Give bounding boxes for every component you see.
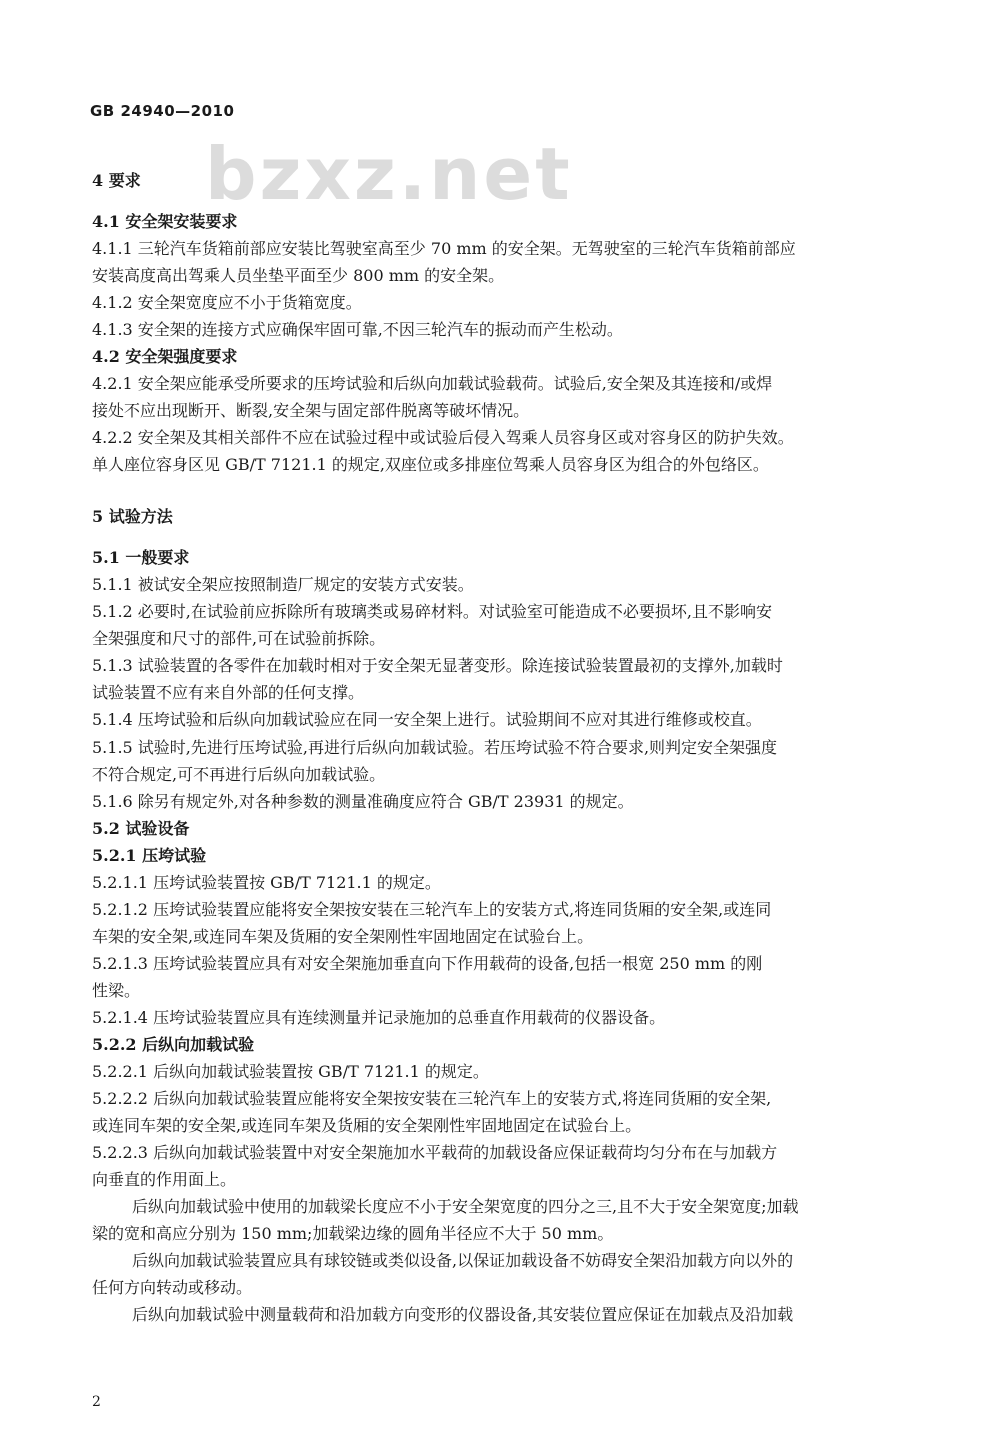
section-heading: 4 要求	[92, 171, 141, 190]
paragraph-line: 后纵向加载试验中使用的加载梁长度应不小于安全架宽度的四分之三,且不大于安全架宽度;加载	[132, 1197, 799, 1216]
paragraph-line: 5.2.2.3 后纵向加载试验装置中对安全架施加水平载荷的加载设备应保证载荷均匀分布在与加载方	[92, 1143, 778, 1162]
paragraph-line: 后纵向加载试验装置应具有球铰链或类似设备,以保证加载设备不妨碍安全架沿加载方向以外的	[132, 1251, 794, 1270]
paragraph-line: 向垂直的作用面上。	[92, 1170, 237, 1189]
paragraph-line: 试验装置不应有来自外部的任何支撑。	[92, 683, 365, 702]
paragraph-line: 4.1.1 三轮汽车货箱前部应安装比驾驶室高至少 70 mm 的安全架。无驾驶室的三轮汽车货箱前部应	[92, 239, 796, 258]
paragraph-line: 5.2.1.3 压垮试验装置应具有对安全架施加垂直向下作用载荷的设备,包括一根宽 250 mm 的刚	[92, 954, 763, 973]
paragraph-line: 梁的宽和高应分别为 150 mm;加载梁边缘的圆角半径应不大于 50 mm。	[92, 1224, 614, 1243]
paragraph-line: 不符合规定,可不再进行后纵向加载试验。	[92, 765, 386, 784]
watermark: bzxz.net	[205, 132, 573, 216]
paragraph-line: 全架强度和尺寸的部件,可在试验前拆除。	[92, 629, 386, 648]
subsection-heading: 5.2.2 后纵向加载试验	[92, 1035, 255, 1054]
paragraph-line: 4.2.2 安全架及其相关部件不应在试验过程中或试验后侵入驾乘人员容身区或对容身区的防护失效。	[92, 428, 794, 447]
paragraph-line: 5.2.1.2 压垮试验装置应能将安全架按安装在三轮汽车上的安装方式,将连同货厢的安全架,或连同	[92, 900, 772, 919]
section-heading: 5 试验方法	[92, 507, 173, 526]
paragraph-line: 5.1.1 被试安全架应按照制造厂规定的安装方式安装。	[92, 575, 474, 594]
paragraph-line: 安装高度高出驾乘人员坐垫平面至少 800 mm 的安全架。	[92, 266, 505, 285]
paragraph-line: 4.1.3 安全架的连接方式应确保牢固可靠,不因三轮汽车的振动而产生松动。	[92, 320, 623, 339]
paragraph-line: 5.2.1.4 压垮试验装置应具有连续测量并记录施加的总垂直作用载荷的仪器设备。	[92, 1008, 666, 1027]
paragraph-line: 4.1.2 安全架宽度应不小于货箱宽度。	[92, 293, 362, 312]
subsection-heading: 5.2 试验设备	[92, 819, 190, 838]
paragraph-line: 5.2.1.1 压垮试验装置按 GB/T 7121.1 的规定。	[92, 873, 441, 892]
paragraph-line: 车架的安全架,或连同车架及货厢的安全架刚性牢固地固定在试验台上。	[92, 927, 594, 946]
paragraph-line: 5.1.6 除另有规定外,对各种参数的测量准确度应符合 GB/T 23931 的规定。	[92, 792, 634, 811]
subsection-heading: 4.1 安全架安装要求	[92, 212, 238, 231]
paragraph-line: 4.2.1 安全架应能承受所要求的压垮试验和后纵向加载试验载荷。试验后,安全架及其连接和/或焊	[92, 374, 773, 393]
page-number: 2	[92, 1394, 101, 1410]
paragraph-line: 或连同车架的安全架,或连同车架及货厢的安全架刚性牢固地固定在试验台上。	[92, 1116, 642, 1135]
paragraph-line: 接处不应出现断开、断裂,安全架与固定部件脱离等破坏情况。	[92, 401, 530, 420]
paragraph-line: 性梁。	[92, 981, 141, 1000]
paragraph-line: 5.1.2 必要时,在试验前应拆除所有玻璃类或易碎材料。对试验室可能造成不必要损坏,且不影响安	[92, 602, 772, 621]
paragraph-line: 5.2.2.2 后纵向加载试验装置应能将安全架按安装在三轮汽车上的安装方式,将连同货厢的安全架,	[92, 1089, 772, 1108]
paragraph-line: 5.1.3 试验装置的各零件在加载时相对于安全架无显著变形。除连接试验装置最初的支撑外,加载时	[92, 656, 783, 675]
paragraph-line: 5.1.5 试验时,先进行压垮试验,再进行后纵向加载试验。若压垮试验不符合要求,则判定安全架强度	[92, 738, 778, 757]
paragraph-line: 5.1.4 压垮试验和后纵向加载试验应在同一安全架上进行。试验期间不应对其进行维修或校直。	[92, 710, 762, 729]
standard-header: GB 24940—2010	[90, 102, 235, 120]
subsection-heading: 4.2 安全架强度要求	[92, 347, 238, 366]
paragraph-line: 任何方向转动或移动。	[92, 1278, 253, 1297]
paragraph-line: 后纵向加载试验中测量载荷和沿加载方向变形的仪器设备,其安装位置应保证在加载点及沿加载	[132, 1305, 794, 1324]
paragraph-line: 单人座位容身区见 GB/T 7121.1 的规定,双座位或多排座位驾乘人员容身区为组合的外包络区。	[92, 455, 769, 474]
subsection-heading: 5.2.1 压垮试验	[92, 846, 207, 865]
subsection-heading: 5.1 一般要求	[92, 548, 190, 567]
paragraph-line: 5.2.2.1 后纵向加载试验装置按 GB/T 7121.1 的规定。	[92, 1062, 489, 1081]
